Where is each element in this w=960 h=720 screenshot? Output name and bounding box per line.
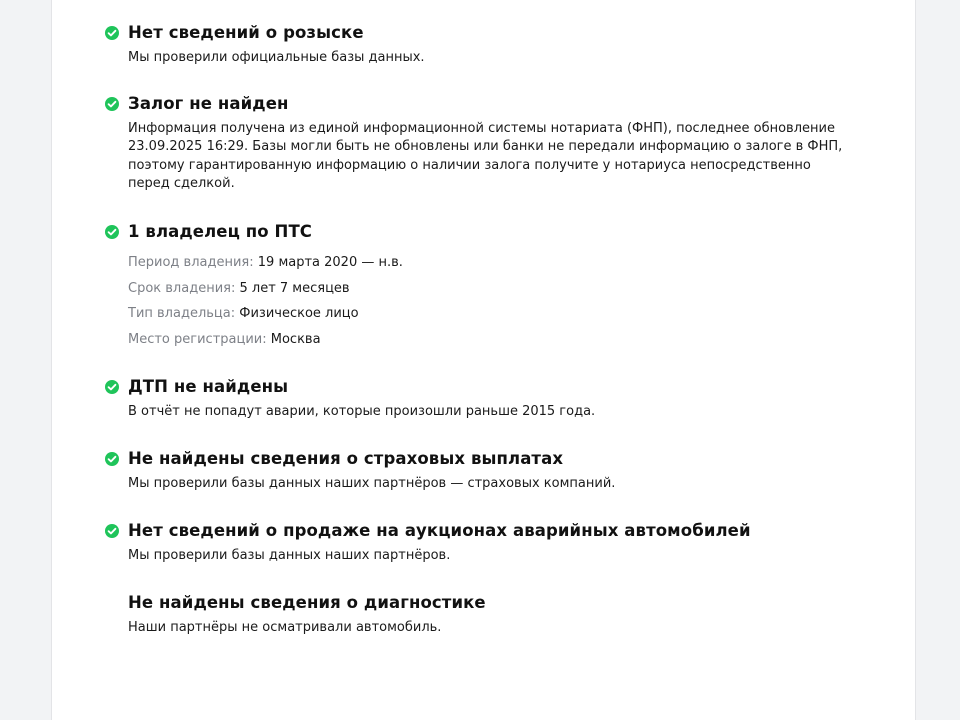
- check-circle-icon: [105, 452, 119, 466]
- section-description: Наши партнёры не осматривали автомобиль.: [128, 620, 442, 635]
- owner-type-row: [128, 305, 855, 331]
- check-circle-icon: [105, 380, 119, 394]
- owner-period-value: 19 марта 2020 — н.в.: [257, 255, 403, 270]
- section-title: Нет сведений о продаже на аукционах аварийных автомобилей: [128, 521, 751, 540]
- owner-details: [128, 254, 855, 357]
- owner-period-label: Период владения:: [128, 255, 254, 270]
- section-title: Не найдены сведения о диагностике: [128, 593, 486, 612]
- owner-type-value: Физическое лицо: [239, 306, 359, 322]
- owner-place-value: Москва: [270, 332, 321, 348]
- section-wanted: [105, 21, 855, 67]
- section-description: Информация получена из единой информационной системы нотариата (ФНП), последнее обновление 23.09.2025 16:29. Базы могли быть не обновлены или банки не передали информацию о залоге в ФНП, поэтому гарантированную информацию о наличии залога получите у нотариуса непосредственно перед сделкой.: [128, 121, 843, 191]
- section-title: Нет сведений о розыске: [128, 23, 364, 42]
- section-diagnostics: [105, 591, 855, 637]
- report-card: [51, 0, 916, 720]
- section-owners: [105, 220, 855, 357]
- section-description: В отчёт не попадут аварии, которые произошли раньше 2015 года.: [128, 404, 596, 419]
- section-auctions: [105, 519, 855, 565]
- owner-term-label: Срок владения:: [128, 280, 236, 296]
- section-description: Мы проверили базы данных наших партнёров.: [128, 548, 451, 563]
- check-circle-icon: [105, 225, 119, 239]
- check-circle-icon: [105, 26, 119, 40]
- owner-term-row: [128, 280, 855, 306]
- owner-term-value: 5 лет 7 месяцев: [239, 280, 350, 296]
- owner-type-label: Тип владельца:: [128, 306, 236, 322]
- section-title: Залог не найден: [128, 94, 289, 113]
- owner-place-row: [128, 331, 855, 357]
- section-description: Мы проверили официальные базы данных.: [128, 50, 425, 65]
- check-circle-icon: [105, 97, 119, 111]
- section-title: ДТП не найдены: [128, 377, 289, 396]
- section-insurance: [105, 447, 855, 493]
- owner-place-label: Место регистрации:: [128, 332, 267, 348]
- owner-period-row: [128, 254, 855, 280]
- check-circle-icon: [105, 524, 119, 538]
- section-title: Не найдены сведения о страховых выплатах: [128, 449, 564, 468]
- section-accidents: [105, 375, 855, 421]
- section-title: 1 владелец по ПТС: [128, 222, 313, 241]
- section-pledge: [105, 92, 855, 193]
- section-description: Мы проверили базы данных наших партнёров — страховых компаний.: [128, 476, 616, 491]
